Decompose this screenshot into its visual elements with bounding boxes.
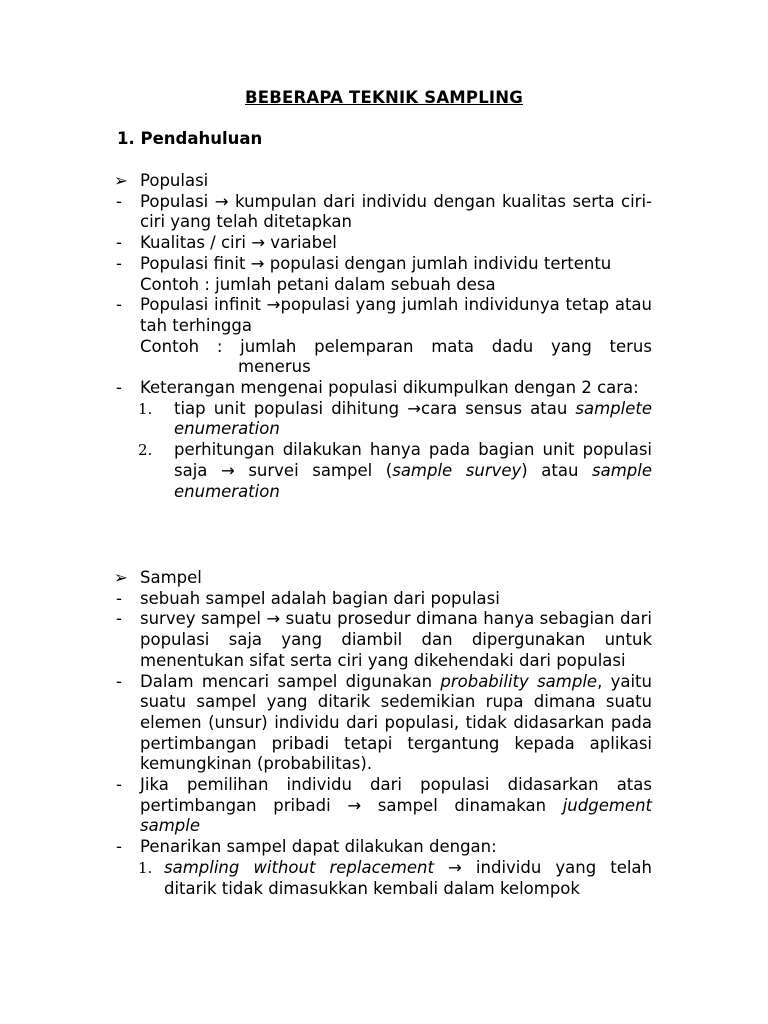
text-part: tiap unit populasi dihitung →cara sensus atau: [174, 398, 568, 418]
text-part: ) atau: [521, 460, 579, 480]
arrowhead-bullet-icon: ➢: [114, 171, 128, 190]
list-item: [0, 589, 768, 610]
list-item: [0, 192, 768, 233]
list-item-text: Populasi infinit →populasi yang jumlah individunya tetap atau tah terhingga: [140, 295, 652, 335]
text-part: Dalam mencari sampel digunakan: [140, 671, 441, 691]
italic-term: sampling without replacement: [164, 857, 434, 877]
list-item-text: Kualitas / ciri → variabel: [140, 233, 337, 253]
italic-term: judgement sample: [140, 795, 652, 836]
text-part: , yaitu suatu sampel yang ditarik sedemikian rupa dimana suatu elemen (unsur) individu dari populasi, tidak didasarkan pada pertimbangan pribadi tetapi tergantung kepada aplikasi kemungkinan (probabilitas).: [140, 671, 652, 774]
section-populasi: [0, 171, 768, 502]
list-item-text: Populasi → kumpulan dari individu dengan kualitas serta ciri-ciri yang telah ditetapkan: [140, 191, 652, 232]
numbered-item-text: [174, 440, 652, 502]
document-title: BEBERAPA TEKNIK SAMPLING: [244, 88, 524, 107]
numbered-item: [0, 399, 768, 440]
list-item-text: Populasi finit → populasi dengan jumlah individu tertentu: [140, 253, 612, 273]
section-sampel: [0, 568, 768, 899]
list-item-text: [140, 672, 652, 776]
numbered-item-text: [174, 399, 652, 440]
item-number: 1.: [138, 399, 153, 418]
item-number: 2.: [138, 441, 153, 460]
dash-bullet: -: [116, 609, 122, 629]
example-note: Contoh : jumlah pelemparan mata dadu yang terus: [140, 336, 652, 356]
list-item: [0, 775, 768, 837]
numbered-item: [0, 858, 768, 899]
text-part: → individu yang telah ditarik tidak dimasukkan kembali dalam kelompok: [164, 857, 652, 898]
numbered-item-text: [164, 858, 652, 899]
italic-term: samplete enumeration: [174, 398, 652, 439]
sampel-header: [0, 568, 768, 589]
populasi-label: Populasi: [140, 171, 209, 190]
italic-term: sample enumeration: [174, 460, 652, 501]
dash-bullet: -: [116, 233, 122, 253]
italic-term: sample survey: [392, 460, 522, 480]
list-item-text: sebuah sampel adalah bagian dari populasi: [140, 588, 500, 608]
list-item: [0, 837, 768, 858]
dash-bullet: -: [116, 671, 122, 691]
section-heading: 1. Pendahuluan: [117, 129, 263, 148]
list-item: [0, 609, 768, 671]
dash-bullet: -: [116, 588, 122, 608]
text-part: Jika pemilihan individu dari populasi didasarkan atas pertimbangan pribadi → sampel dinamakan: [140, 775, 652, 815]
populasi-header: [0, 171, 768, 192]
list-item: [0, 672, 768, 776]
numbered-item: [0, 440, 768, 502]
sampel-label: Sampel: [140, 568, 202, 587]
example-note: Contoh : jumlah petani dalam sebuah desa: [140, 274, 496, 294]
list-item: [0, 233, 768, 254]
dash-bullet: -: [116, 378, 122, 398]
list-item-text: Keterangan mengenai populasi dikumpulkan dengan 2 cara:: [140, 378, 639, 398]
example-note-continued: menerus: [238, 357, 311, 377]
list-item-text: [140, 775, 652, 837]
list-item-text: survey sampel → suatu prosedur dimana hanya sebagian dari populasi saja yang diambil dan dipergunakan untuk menentukan sifat serta ciri yang dikehendaki dari populasi: [140, 609, 652, 670]
list-item: [0, 254, 768, 275]
list-item: [0, 295, 768, 336]
text-part: perhitungan dilakukan hanya pada bagian unit populasi saja → survei sampel (: [174, 440, 652, 480]
dash-bullet: -: [116, 295, 122, 315]
list-item-text: Penarikan sampel dapat dilakukan dengan:: [140, 837, 497, 857]
dash-bullet: -: [116, 253, 122, 273]
item-number: 1.: [138, 858, 153, 877]
dash-bullet: -: [116, 775, 122, 795]
dash-bullet: -: [116, 837, 122, 857]
dash-bullet: -: [116, 191, 122, 211]
arrowhead-bullet-icon: ➢: [114, 568, 128, 587]
list-item: [0, 378, 768, 399]
italic-term: probability sample: [440, 671, 598, 691]
